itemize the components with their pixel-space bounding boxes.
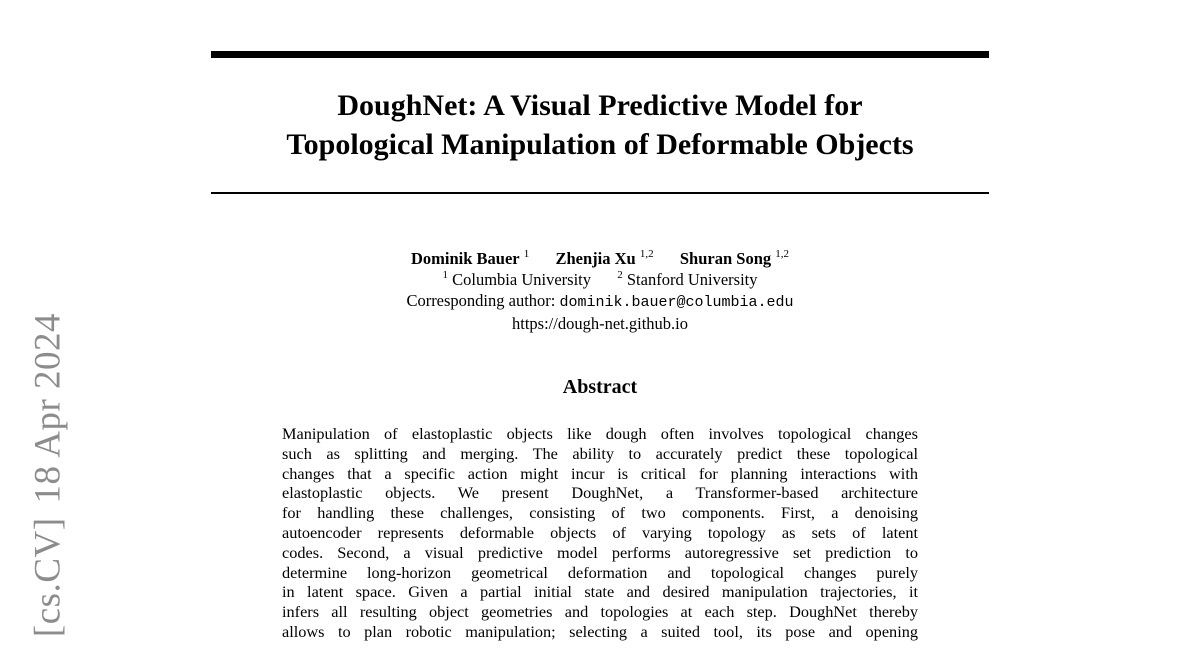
author-block [211, 248, 989, 334]
author-affiliation-mark: 1,2 [639, 248, 654, 260]
paper-title [211, 86, 989, 164]
abstract-line: for handling these challenges, consisting of two components. First, a denoising [282, 503, 918, 523]
author-name: Dominik Bauer [410, 249, 520, 268]
abstract-line: in latent space. Given a partial initial state and desired manipulation trajectories, it [282, 582, 918, 602]
title-top-rule [211, 51, 989, 58]
corresponding-label: Corresponding author: [406, 291, 556, 310]
author-name: Shuran Song [679, 249, 772, 268]
abstract-line: Manipulation of elastoplastic objects like dough often involves topological changes [282, 424, 918, 443]
corresponding-email-link[interactable]: dominik.bauer@columbia.edu [559, 294, 794, 311]
abstract-body [282, 424, 918, 642]
abstract-line: elastoplastic objects. We present DoughNet, a Transformer-based architecture [282, 483, 918, 503]
arxiv-date: 18 Apr 2024 [27, 312, 69, 504]
abstract-line: determine long-horizon geometrical deformation and topological changes purely [282, 562, 918, 582]
abstract-line: infers all resulting object geometries and topologies at each step. DoughNet thereby [282, 602, 918, 622]
author-affiliation-mark: 1 [523, 248, 530, 260]
title-bottom-rule [211, 192, 989, 194]
arxiv-identifier-stamp [27, 313, 70, 637]
author-list [211, 248, 989, 269]
abstract-line: autoencoder represents deformable objects of varying topology as sets of latent [282, 522, 918, 542]
author-name: Zhenjia Xu [555, 249, 636, 268]
paper-title-line: Topological Manipulation of Deformable Objects [286, 128, 914, 161]
paper-title-line: DoughNet: A Visual Predictive Model for [337, 89, 863, 122]
affiliation-list [211, 269, 989, 290]
author-affiliation-mark: 1,2 [775, 248, 789, 260]
abstract-line: allows to plan robotic manipulation; selecting a suited tool, its pose and opening [282, 621, 918, 641]
project-url-link[interactable]: https://dough-net.github.io [512, 314, 688, 333]
affiliation-name: Columbia University [452, 270, 591, 289]
corresponding-author [211, 290, 989, 313]
affiliation-mark: 2 [617, 269, 623, 281]
affiliation-name: Stanford University [626, 270, 758, 289]
abstract-line: such as splitting and merging. The ability to accurately predict these topological [282, 443, 918, 463]
abstract-line: changes that a specific action might incur is critical for planning interactions with [282, 463, 918, 483]
arxiv-category: [cs.CV] [27, 517, 69, 638]
abstract-line: codes. Second, a visual predictive model performs autoregressive set prediction to [282, 542, 918, 562]
abstract-heading: Abstract [562, 376, 638, 398]
affiliation-mark: 1 [442, 269, 448, 281]
